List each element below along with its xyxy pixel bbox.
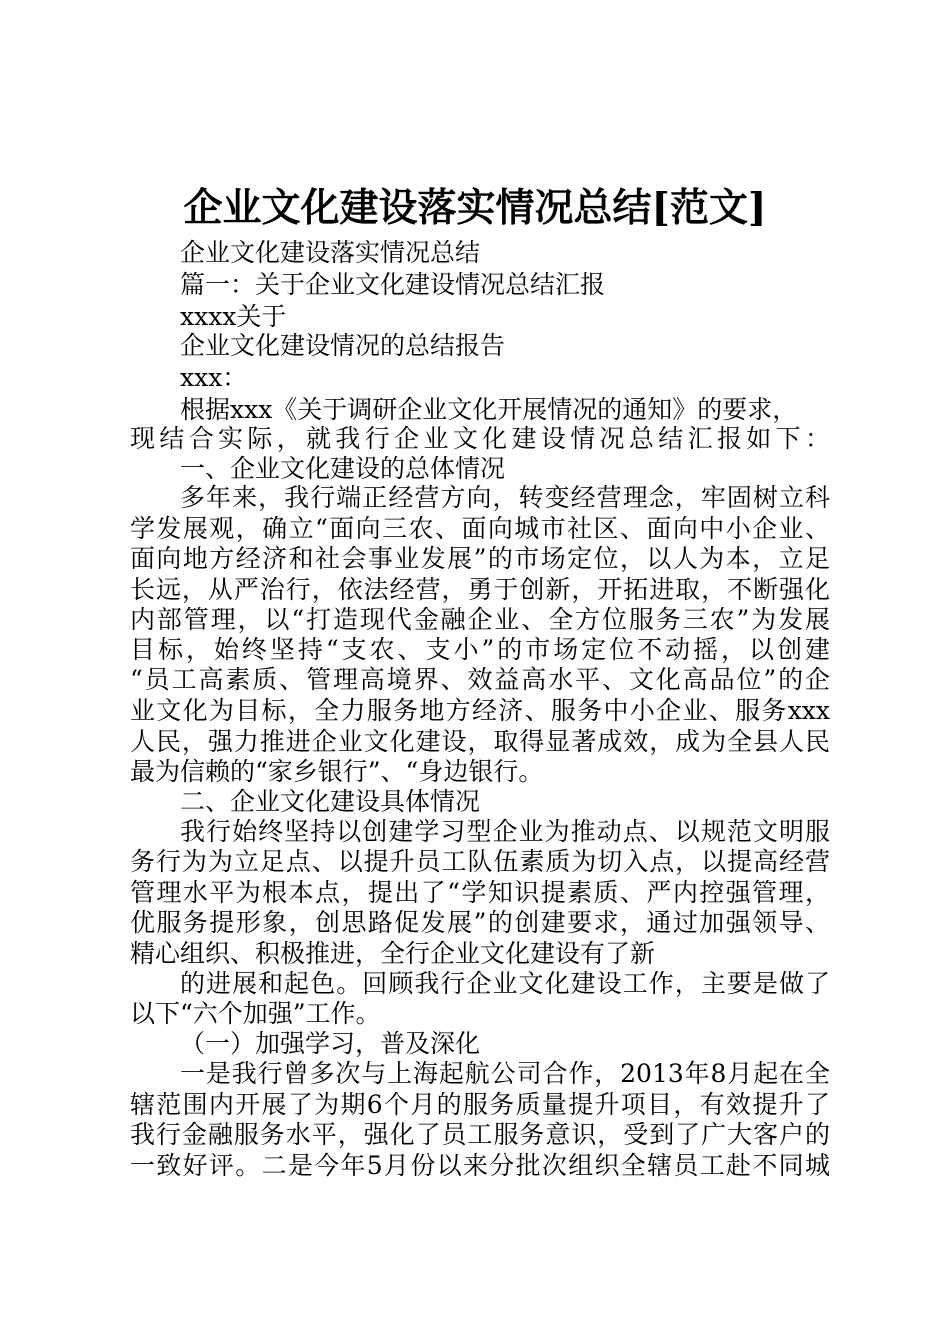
section-heading: 一、企业文化建设的总体情况 [180,454,506,483]
text-line: 篇一：关于企业文化建设情况总结汇报 [180,270,606,299]
text-line: 最为信赖的“家乡银行”、“身边银行。 [130,757,544,786]
text-line: 企业文化建设落实情况总结 [180,238,481,267]
section-heading: 二、企业文化建设具体情况 [180,787,481,816]
text-line: xxx： [180,363,248,392]
text-line: 学发展观，确立“面向三农、面向城市社区、面向中小企业、 [130,514,830,543]
section-heading: （一）加强学习，普及深化 [180,1029,481,1058]
text-line: 现结合实际，就我行企业文化建设情况总结汇报如下： [130,424,830,453]
text-line: 管理水平为根本点，提出了“学知识提素质、严内控强管理， [130,878,830,907]
text-line: 一致好评。二是今年5月份以来分批次组织全辖员工赴不同城 [130,1151,830,1180]
text-line: 根据xxx《关于调研企业文化开展情况的通知》的要求， [180,395,798,424]
text-line: 优服务提形象，创思路促发展”的创建要求，通过加强领导、 [130,908,830,937]
text-line: 的进展和起色。回顾我行企业文化建设工作，主要是做了 [180,969,830,998]
text-line: 面向地方经济和社会事业发展”的市场定位，以人为本，立足 [130,544,830,573]
text-line: 长远，从严治行，依法经营，勇于创新，开拓进取，不断强化 [130,575,830,604]
text-line: “员工高素质、管理高境界、效益高水平、文化高品位”的企 [130,665,830,694]
text-line: 精心组织、积极推进，全行企业文化建设有了新 [130,939,656,968]
text-line: 内部管理，以“打造现代金融企业、全方位服务三农”为发展 [130,605,830,634]
text-line: 我行始终坚持以创建学习型企业为推动点、以规范文明服 [180,817,830,846]
text-line: 辖范围内开展了为期6个月的服务质量提升项目，有效提升了 [130,1090,830,1119]
text-line: 务行为为立足点、以提升员工队伍素质为切入点，以提高经营 [130,847,830,876]
text-line: 企业文化建设情况的总结报告 [180,331,506,360]
text-line: 一是我行曾多次与上海起航公司合作，2013年8月起在全 [180,1059,830,1088]
document-title: 企业文化建设落实情况总结[范文] [183,185,767,231]
text-line: 以下“六个加强”工作。 [130,999,381,1028]
text-line: 人民，强力推进企业文化建设，取得显著成效，成为全县人民 [130,727,830,756]
text-line: xxxx关于 [180,302,287,331]
text-line: 我行金融服务水平，强化了员工服务意识，受到了广大客户的 [130,1120,830,1149]
text-line: 目标，始终坚持“支农、支小”的市场定位不动摇，以创建 [130,635,830,664]
text-line: 多年来，我行端正经营方向，转变经营理念，牢固树立科 [180,483,830,512]
text-line: 业文化为目标，全力服务地方经济、服务中小企业、服务xxx [130,696,830,725]
